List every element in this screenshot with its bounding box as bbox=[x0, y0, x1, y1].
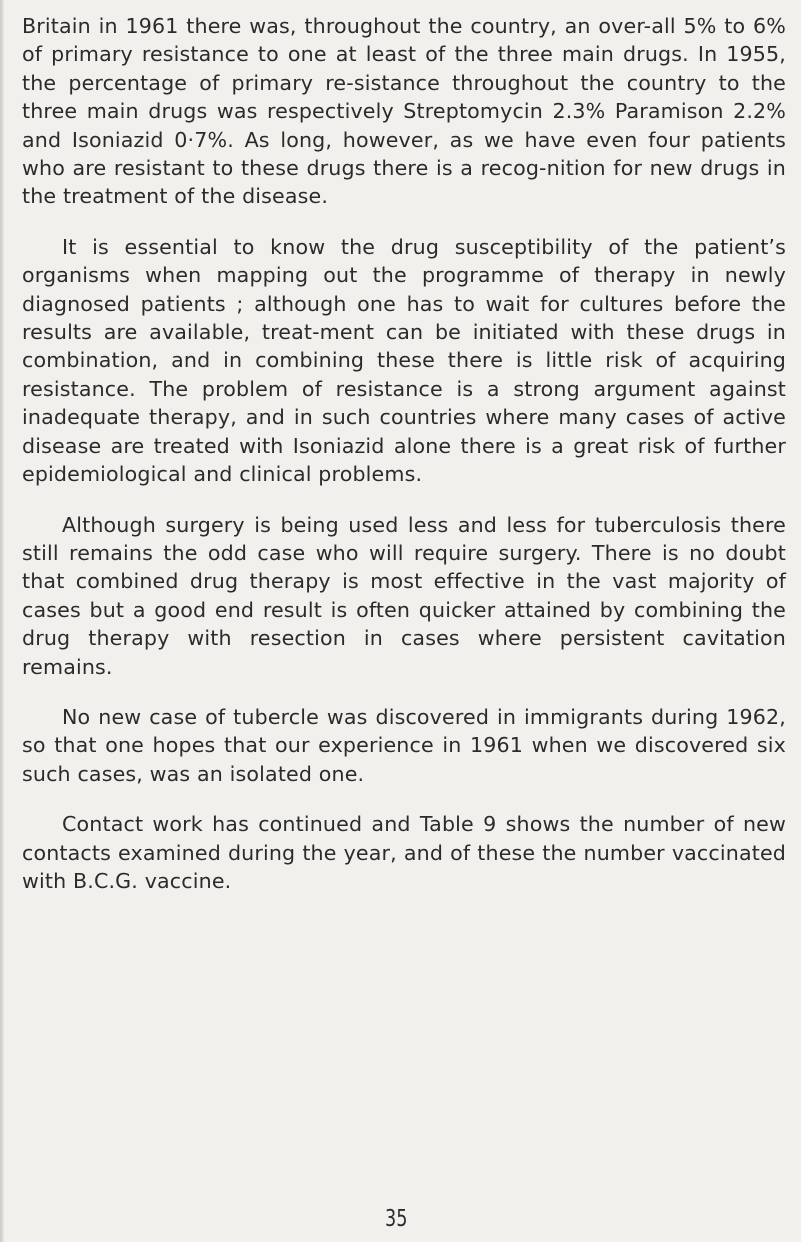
paragraph-immigrants: No new case of tubercle was discovered in immigrants during 1962, so that one hopes that our experience in 1961 when we discovered six such cases, was an isolated one. bbox=[22, 704, 786, 786]
paragraph-drug-susceptibility: It is essential to know the drug susceptibility of the patient’s organisms when mapping out the programme of therapy in newly diagnosed patients ; although one has to wait for cultures before the results are available, treat-ment can be initiated with these drugs in combination, and in combining these there is little risk of acquiring resistance. The problem of resistance is a strong argument against inadequate therapy, and in such countries where many cases of active disease are treated with Isoniazid alone there is a great risk of further epidemiological and clinical problems. bbox=[22, 234, 786, 487]
paragraph-primary-resistance: Britain in 1961 there was, throughout the country, an over-all 5% to 6% of primary resistance to one at least of the three main drugs. In 1955, the percentage of primary re-sistance throughout the country to the three main drugs was respectively Streptomycin 2.3% Paramison 2.2% and Isoniazid 0·7%. As long, however, as we have even four patients who are resistant to these drugs there is a recog-nition for new drugs in the treatment of the disease. bbox=[22, 14, 786, 209]
page-edge-shadow bbox=[0, 0, 4, 1242]
page-number: 35 bbox=[385, 1206, 408, 1232]
paragraph-surgery: Although surgery is being used less and less for tuberculosis there still remains the odd case who will require surgery. There is no doubt that combined drug therapy is most effective in the vast majority of cases but a good end result is often quicker attained by combining the drug therapy with resection in cases where persistent cavitation remains. bbox=[22, 512, 786, 679]
document-body bbox=[22, 12, 786, 917]
paragraph-contact-work: Contact work has continued and Table 9 shows the number of new contacts examined during the year, and of these the number vaccinated with B.C.G. vaccine. bbox=[22, 812, 786, 893]
